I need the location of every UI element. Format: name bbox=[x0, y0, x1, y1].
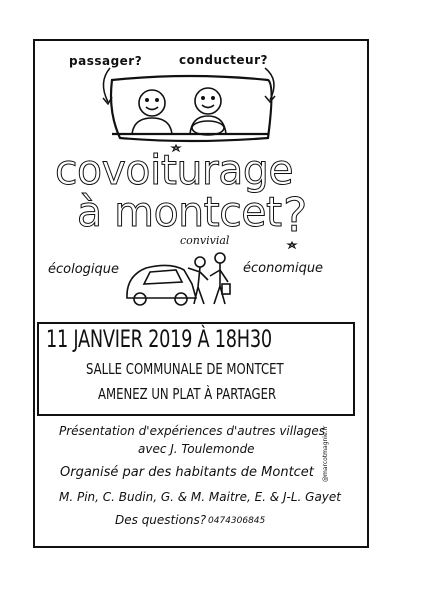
organiser-names: M. Pin, C. Budin, G. & M. Maitre, E. & J-L. Gayet bbox=[59, 490, 341, 504]
car-with-people-icon bbox=[127, 253, 230, 305]
passenger-question: passager? bbox=[69, 54, 143, 68]
driver-person-icon bbox=[190, 88, 226, 135]
title-question-mark: ? bbox=[283, 188, 308, 242]
event-bring-dish: AMENEZ UN PLAT À PARTAGER bbox=[98, 385, 277, 403]
title-line-1: covoiturage bbox=[55, 146, 294, 194]
phone-number: 0474306845 bbox=[208, 516, 266, 526]
economique-label: économique bbox=[243, 261, 324, 276]
questions-label: Des questions? bbox=[115, 513, 207, 527]
artist-signature: @marcotmagnie.fr bbox=[322, 425, 329, 482]
ecologique-label: écologique bbox=[48, 262, 120, 277]
presentation-line-1: Présentation d'expériences d'autres villages bbox=[59, 424, 326, 438]
passenger-person-icon bbox=[132, 90, 172, 134]
convivial-label: convivial bbox=[180, 234, 230, 247]
car-windshield-icon bbox=[111, 76, 272, 141]
title-line-2: à montcet bbox=[77, 188, 282, 236]
event-date: 11 JANVIER 2019 À 18H30 bbox=[46, 325, 272, 353]
presentation-line-2: avec J. Toulemonde bbox=[138, 442, 255, 456]
event-location: SALLE COMMUNALE DE MONTCET bbox=[86, 360, 284, 378]
driver-question: conducteur? bbox=[179, 53, 268, 67]
organised-by: Organisé par des habitants de Montcet bbox=[60, 465, 314, 480]
